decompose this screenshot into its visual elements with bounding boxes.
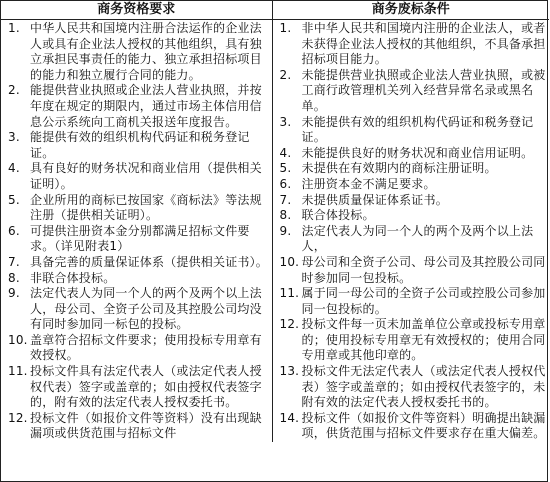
- item-number: 9.: [279, 223, 292, 238]
- qualification-item: [4, 255, 269, 271]
- item-text: 注册资本金不满足要求。: [301, 176, 436, 191]
- item-text: 能提供有效的组织机构代码证和税务登记证。: [30, 130, 250, 160]
- item-number: 5.: [279, 161, 292, 176]
- left-column-cell: [1, 20, 272, 443]
- item-text: 中华人民共和国境内注册合法运作的企业法人或具有企业法人授权的其他组织，具有独立承担民事责任的能力、独立承担招标项目的能力和独立履行合同的能力。: [30, 21, 262, 82]
- item-number: 7.: [279, 192, 292, 207]
- qualification-item: [4, 21, 269, 83]
- item-text: 能提供营业执照或企业法人营业执照，并按年度在规定的期限内，通过市场主体信用信息公示系统向工商机关报送年度报告。: [30, 83, 262, 129]
- item-number: 4.: [8, 161, 20, 176]
- item-text: 投标文件每一页未加盖单位公章或投标专用章的；使用投标专用章无有效授权的；使用合同专用章或其他印章的。: [301, 317, 546, 363]
- item-number: 6.: [279, 176, 292, 191]
- item-number: 12.: [279, 317, 300, 332]
- qualification-list: [4, 21, 269, 442]
- item-text: 非联合体投标。: [30, 270, 116, 285]
- item-number: 7.: [8, 254, 20, 269]
- item-number: 2.: [279, 67, 292, 82]
- item-number: 3.: [279, 114, 292, 129]
- item-number: 4.: [279, 145, 292, 160]
- qualification-item: [4, 224, 269, 255]
- qualification-item: [4, 411, 269, 442]
- table-header-row: [1, 1, 549, 20]
- rejection-item: [276, 317, 547, 364]
- rejection-item: [276, 255, 547, 286]
- item-text: 未能提供良好的财务状况和商业信用证明。: [301, 145, 534, 160]
- item-text: 联合体投标。: [301, 208, 375, 223]
- qualification-item: [4, 130, 269, 161]
- item-number: 10.: [279, 254, 300, 269]
- rejection-item: [276, 193, 547, 209]
- item-number: 13.: [279, 364, 300, 379]
- item-number: 2.: [8, 83, 20, 98]
- qualification-item: [4, 333, 269, 364]
- rejection-item: [276, 161, 547, 177]
- item-text: 法定代表人为同一个人的两个及两个以上法人，: [301, 223, 534, 254]
- item-text: 属于同一母公司的全资子公司或控股公司参加同一包投标的。: [301, 286, 546, 316]
- item-text: 未能提供有效的组织机构代码证和税务登记证。: [301, 114, 534, 145]
- rejection-item: [276, 286, 547, 317]
- item-text: 具有良好的财务状况和商业信用（提供相关证明）。: [30, 161, 262, 191]
- item-number: 14.: [279, 410, 300, 425]
- item-text: 投标文件无法定代表人（或法定代表人授权代表）签字或盖章的；如由授权代表签字的，未附有效的法定代表人授权委托书的。: [301, 364, 546, 410]
- rejection-item: [276, 21, 547, 68]
- item-text: 法定代表人为同一个人的两个及两个以上法人，母公司、全资子公司及其控股公司均没有同时参加同一标包的投标。: [30, 286, 262, 332]
- item-number: 3.: [8, 130, 20, 145]
- rejection-item: [276, 364, 547, 411]
- item-number: 12.: [8, 410, 28, 425]
- item-number: 6.: [8, 223, 20, 238]
- item-number: 1.: [279, 21, 292, 35]
- item-number: 5.: [8, 192, 20, 207]
- qualification-item: [4, 364, 269, 411]
- item-text: 盖章符合招标文件要求；使用投标专用章有效授权。: [30, 332, 262, 363]
- item-text: 投标文件具有法定代表人（或法定代表人授权代表）签字或盖章的；如由授权代表签字的，附有效的法定代表人授权委托书。: [30, 364, 262, 410]
- qualification-item: [4, 193, 269, 224]
- item-text: 未提供在有效期内的商标注册证明。: [301, 161, 497, 176]
- item-number: 11.: [279, 286, 300, 301]
- item-text: 投标文件（如报价文件等资料）没有出现缺漏项或供货范围与招标文件: [30, 410, 262, 441]
- item-number: 8.: [8, 270, 20, 285]
- rejection-item: [276, 68, 547, 115]
- rejection-list: [276, 21, 547, 442]
- table-body-row: [1, 20, 549, 443]
- rejection-item: [276, 115, 547, 146]
- item-text: 投标文件（如报价文件等资料）明确提出缺漏项，供货范围与招标文件要求存在重大偏差。: [301, 410, 546, 441]
- qualification-item: [4, 83, 269, 130]
- item-text: 可提供注册资本金分别都满足招标文件要求。（详见附表1）: [30, 223, 250, 254]
- rejection-item: [276, 177, 547, 193]
- item-number: 9.: [8, 286, 20, 301]
- item-text: 企业所用的商标已按国家《商标法》等法规注册（提供相关证明）。: [30, 192, 262, 223]
- item-text: 未提供质量保证体系证书。: [301, 192, 448, 207]
- item-number: 10.: [8, 332, 28, 347]
- rejection-item: [276, 411, 547, 442]
- item-text: 未能提供营业执照或企业法人营业执照，或被工商行政管理机关列入经营异常名录或黑名单。: [301, 67, 546, 113]
- item-number: 11.: [8, 364, 28, 379]
- right-column-header: 商务废标条件: [272, 1, 549, 20]
- item-number: 1.: [8, 21, 20, 35]
- rejection-item: [276, 208, 547, 224]
- rejection-item: [276, 224, 547, 255]
- item-text: 母公司和全资子公司、母公司及其控股公司同时参加同一包投标。: [301, 254, 546, 285]
- qualification-item: [4, 271, 269, 287]
- rejection-item: [276, 146, 547, 162]
- qualification-item: [4, 286, 269, 333]
- item-text: 非中华人民共和国境内注册的企业法人，或者未获得企业法人授权的其他组织，不具备承担招标项目能力。: [301, 21, 546, 67]
- qualification-item: [4, 161, 269, 192]
- item-text: 具备完善的质量保证体系（提供相关证书）。: [30, 254, 269, 269]
- right-column-cell: [272, 20, 549, 443]
- left-column-header: 商务资格要求: [1, 1, 272, 20]
- requirements-table: [1, 1, 549, 442]
- item-number: 8.: [279, 208, 292, 223]
